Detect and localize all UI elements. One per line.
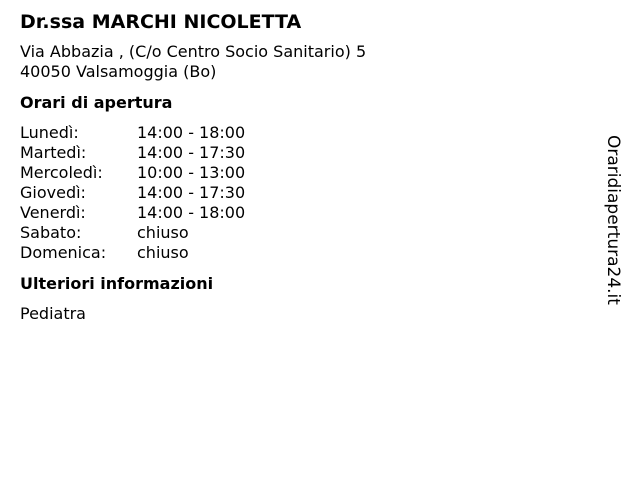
address-street: Via Abbazia , (C/o Centro Socio Sanitario) 5 (20, 42, 367, 61)
time-value: chiuso (137, 223, 189, 242)
hours-row-sunday (20, 243, 600, 263)
hours-row-monday (20, 123, 600, 143)
hours-row-tuesday (20, 143, 600, 163)
hours-table (20, 123, 600, 263)
time-value: 14:00 - 18:00 (137, 123, 246, 142)
business-name: Dr.ssa MARCHI NICOLETTA (20, 11, 302, 33)
business-card (20, 10, 600, 324)
day-label: Domenica: (20, 243, 107, 262)
time-value: 14:00 - 18:00 (137, 203, 246, 222)
day-label: Mercoledì: (20, 163, 103, 182)
hours-row-friday (20, 203, 600, 223)
info-heading: Ulteriori informazioni (20, 274, 214, 293)
info-text: Pediatra (20, 304, 86, 323)
day-label: Martedì: (20, 143, 87, 162)
hours-row-saturday (20, 223, 600, 243)
hours-heading: Orari di apertura (20, 93, 173, 112)
day-label: Sabato: (20, 223, 82, 242)
day-label: Lunedì: (20, 123, 79, 142)
time-value: 10:00 - 13:00 (137, 163, 246, 182)
time-value: 14:00 - 17:30 (137, 183, 246, 202)
hours-row-wednesday (20, 163, 600, 183)
day-label: Venerdì: (20, 203, 86, 222)
address-block (20, 42, 600, 82)
site-watermark: Oraridiapertura24.it (603, 135, 623, 305)
address-city: 40050 Valsamoggia (Bo) (20, 62, 217, 81)
time-value: chiuso (137, 243, 189, 262)
time-value: 14:00 - 17:30 (137, 143, 246, 162)
day-label: Giovedì: (20, 183, 86, 202)
hours-row-thursday (20, 183, 600, 203)
